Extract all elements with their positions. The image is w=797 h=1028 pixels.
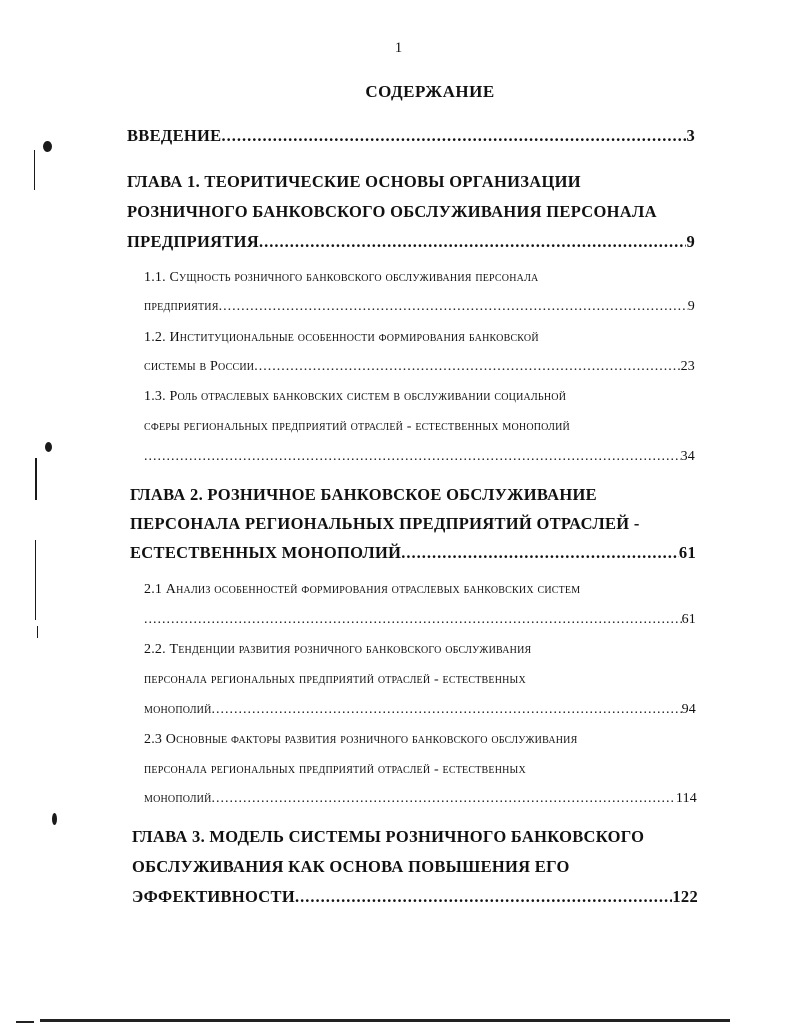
toc-page-number: 9 xyxy=(686,232,695,251)
scan-edge-line xyxy=(40,1019,730,1022)
leader-dots xyxy=(144,449,681,465)
leader-dots xyxy=(401,543,679,563)
toc-section-2-2-line-2: персонала региональных предприятий отраслей - естественных xyxy=(144,672,526,687)
margin-line-mark xyxy=(35,458,37,500)
toc-page-number: 114 xyxy=(675,791,697,806)
binding-hole-mark xyxy=(52,813,57,825)
leader-dots xyxy=(254,359,680,375)
page-number: 1 xyxy=(394,40,403,56)
toc-chapter-3-line-2: ОБСЛУЖИВАНИЯ КАК ОСНОВА ПОВЫШЕНИЯ ЕГО xyxy=(132,857,570,876)
toc-section-2-2-line-1: 2.2. Тенденции развития розничного банковского обслуживания xyxy=(144,642,532,657)
toc-chapter-1-line-1: ГЛАВА 1. ТЕОРИТИЧЕСКИЕ ОСНОВЫ ОРГАНИЗАЦИИ xyxy=(127,172,581,191)
toc-section-2-2-line-3: монополий ..... 94 xyxy=(144,702,696,718)
leader-dots xyxy=(212,702,682,718)
toc-entry-label: ВВЕДЕНИЕ xyxy=(127,126,222,145)
binding-hole-mark xyxy=(43,141,52,152)
toc-section-1-1-line-1: 1.1. Сущность розничного банковского обслуживания персонала xyxy=(144,270,539,285)
toc-section-1-1-line-2: предприятия ..... 9 xyxy=(144,299,695,315)
toc-chapter-3-line-1: ГЛАВА 3. МОДЕЛЬ СИСТЕМЫ РОЗНИЧНОГО БАНКОВСКОГО xyxy=(132,827,645,846)
leader-dots xyxy=(219,299,688,315)
toc-page-number: 23 xyxy=(680,359,695,374)
binding-hole-mark xyxy=(45,442,52,452)
scan-edge-line xyxy=(16,1021,34,1023)
toc-page-number: 34 xyxy=(680,449,695,464)
toc-section-2-3-line-2: персонала региональных предприятий отраслей - естественных xyxy=(144,762,526,777)
toc-title: СОДЕРЖАНИЕ xyxy=(365,82,495,101)
toc-section-2-3-line-1: 2.3 Основные факторы развития розничного банковского обслуживания xyxy=(144,732,578,747)
toc-page-number: 61 xyxy=(678,543,696,562)
toc-page-number: 9 xyxy=(687,299,695,314)
toc-section-1-2-line-2: системы в России ..... 23 xyxy=(144,359,695,375)
toc-chapter-2-line-1: ГЛАВА 2. РОЗНИЧНОЕ БАНКОВСКОЕ ОБСЛУЖИВАНИЕ xyxy=(130,485,597,504)
leader-dots xyxy=(212,791,676,807)
leader-dots xyxy=(144,612,682,628)
toc-section-1-3-line-3 xyxy=(144,449,695,465)
margin-line-mark xyxy=(37,626,38,638)
margin-line-mark xyxy=(34,150,35,190)
toc-chapter-2-line-2: ПЕРСОНАЛА РЕГИОНАЛЬНЫХ ПРЕДПРИЯТИЙ ОТРАСЛЕЙ - xyxy=(130,514,640,533)
toc-chapter-3-line-3: ЭФФЕКТИВНОСТИ ..... 122 xyxy=(132,887,698,907)
toc-section-2-1-line-2 xyxy=(144,612,696,628)
leader-dots xyxy=(259,232,686,252)
toc-page-number: 3 xyxy=(686,126,695,145)
toc-page-number: 61 xyxy=(681,612,696,627)
toc-entry-intro xyxy=(127,126,695,146)
leader-dots xyxy=(295,887,672,907)
leader-dots xyxy=(221,126,686,146)
margin-line-mark xyxy=(35,540,36,620)
toc-section-1-2-line-1: 1.2. Институциональные особенности формирования банковской xyxy=(144,330,539,345)
toc-chapter-1-line-2: РОЗНИЧНОГО БАНКОВСКОГО ОБСЛУЖИВАНИЯ ПЕРСОНАЛА xyxy=(127,202,657,221)
toc-section-1-3-line-2: сферы региональных предприятий отраслей - естественных монополий xyxy=(144,419,570,434)
toc-page-number: 94 xyxy=(681,702,696,717)
toc-section-2-3-line-3: монополий ..... 114 xyxy=(144,791,697,807)
toc-section-1-3-line-1: 1.3. Роль отраслевых банковских систем в обслуживании социальной xyxy=(144,389,567,404)
toc-page-number: 122 xyxy=(672,887,698,906)
toc-chapter-2-line-3: ЕСТЕСТВЕННЫХ МОНОПОЛИЙ ..... 61 xyxy=(130,543,696,563)
toc-chapter-1-line-3: ПРЕДПРИЯТИЯ ..... 9 xyxy=(127,232,695,252)
toc-section-2-1-line-1: 2.1 Анализ особенностей формирования отраслевых банковских систем xyxy=(144,582,581,597)
